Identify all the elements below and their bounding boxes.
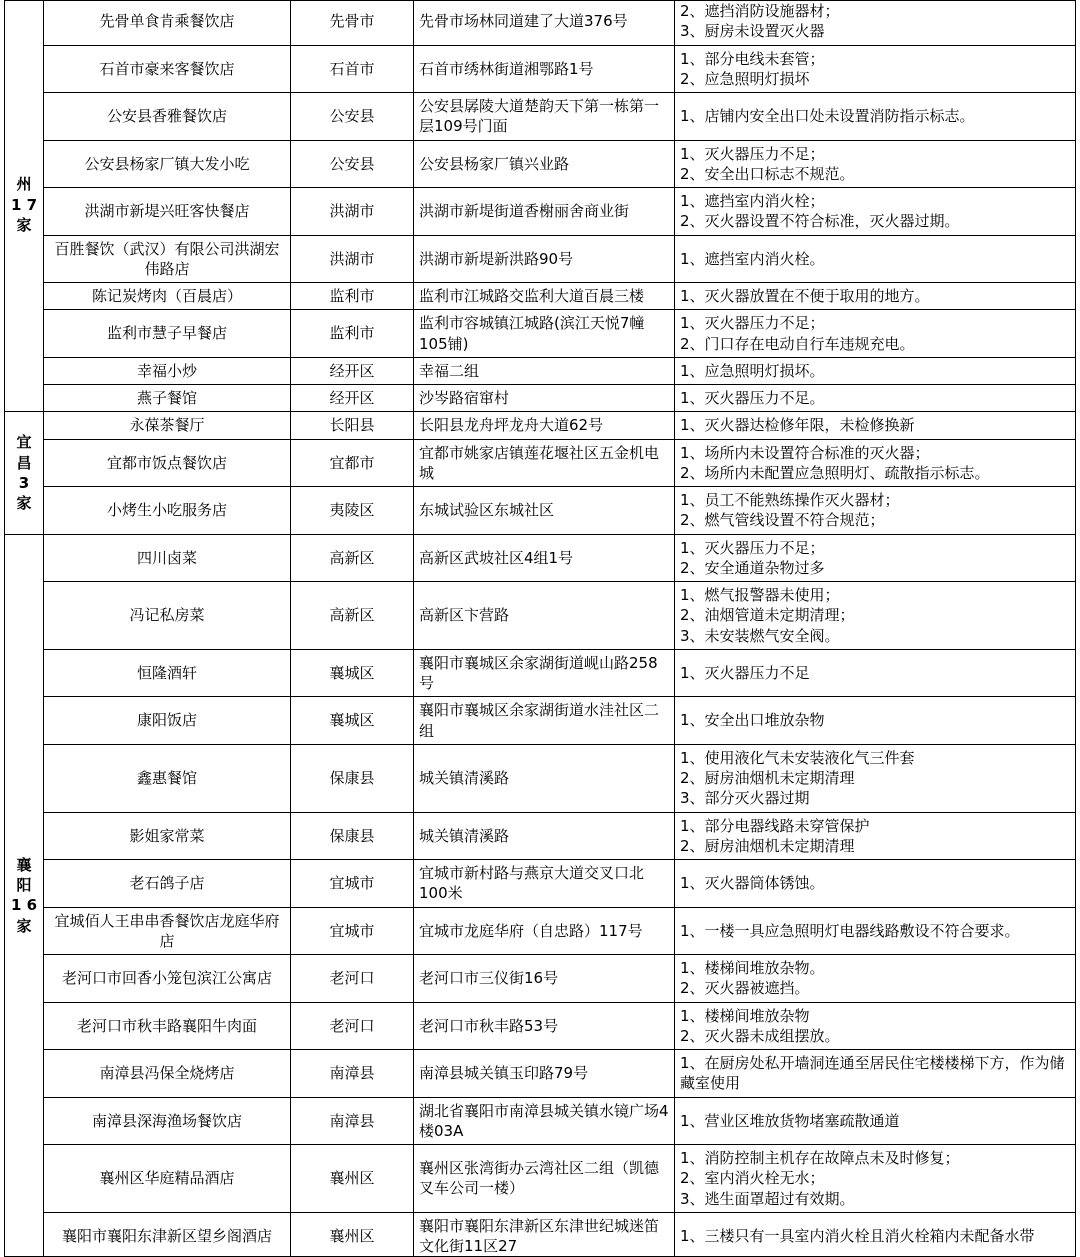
district: 襄城区: [291, 697, 414, 745]
unit-name: 洪湖市新堤兴旺客快餐店: [44, 188, 291, 236]
group-label-char: 家: [16, 215, 32, 234]
unit-name: 公安县杨家厂镇大发小吃: [44, 140, 291, 188]
issue-list: [675, 283, 1076, 310]
issue-item: 1、灭火器压力不足；: [680, 314, 825, 333]
table-row: [5, 812, 1076, 860]
issue-list: [675, 385, 1076, 412]
unit-name: 小烤生小吃服务店: [44, 487, 291, 535]
district: 襄州区: [291, 1145, 414, 1213]
issue-item: 1、安全出口堆放杂物: [680, 711, 825, 730]
issue-list: [675, 188, 1076, 236]
unit-name: 先骨单食肯乘餐饮店: [44, 1, 291, 46]
district: 老河口: [291, 1002, 414, 1050]
group-label-char: 州: [16, 175, 32, 194]
address: 洪湖市新堤街道香榭丽舍商业街: [414, 188, 675, 236]
address: 先骨市场林同道建了大道376号: [414, 1, 675, 46]
issue-item: 3、逃生面罩超过有效期。: [680, 1189, 855, 1208]
table-row: [5, 310, 1076, 358]
address: 襄阳市襄城区余家湖街道水洼社区二组: [414, 697, 675, 745]
issue-list: [675, 357, 1076, 384]
issue-list: [675, 140, 1076, 188]
issue-list: [675, 744, 1076, 812]
table-row: [5, 534, 1076, 582]
address: 高新区武坡社区4组1号: [414, 534, 675, 582]
table-row: [5, 439, 1076, 487]
district: 保康县: [291, 744, 414, 812]
issue-list: [675, 45, 1076, 93]
unit-name: 宜城佰人王串串香餐饮店龙庭华府店: [44, 907, 291, 955]
unit-name: 石首市豪来客餐饮店: [44, 45, 291, 93]
issue-item: 3、部分灭火器过期: [680, 789, 810, 808]
issue-item: 1、燃气报警器未使用；: [680, 586, 840, 604]
table-row: [5, 744, 1076, 812]
unit-name: 康阳饭店: [44, 697, 291, 745]
district: 公安县: [291, 140, 414, 188]
issue-item: 2、安全出口标志不规范。: [680, 164, 855, 183]
issue-item: 1、遮挡室内消火栓。: [680, 249, 825, 268]
unit-name: 幸福小炒: [44, 357, 291, 384]
group-label-char: 阳: [16, 876, 32, 895]
table-row: [5, 188, 1076, 236]
issue-list: [675, 649, 1076, 697]
issue-item: 2、遮挡消防设施器材；: [680, 2, 840, 20]
address: 宜都市姚家店镇莲花堰社区五金机电城: [414, 439, 675, 487]
issue-item: 1、在厨房处私开墙洞连通至居民住宅楼楼梯下方，作为储藏室使用: [680, 1054, 1065, 1093]
address: 公安县孱陵大道楚韵天下第一栋第一层109号门面: [414, 93, 675, 141]
unit-name: 襄州区华庭精品酒店: [44, 1145, 291, 1213]
group-label-char: 6: [26, 896, 38, 915]
district: 监利市: [291, 283, 414, 310]
address: 洪湖市新堤新洪路90号: [414, 235, 675, 283]
district: 高新区: [291, 534, 414, 582]
issue-item: 1、应急照明灯损坏。: [680, 361, 825, 380]
district: 宜城市: [291, 860, 414, 908]
issue-item: 2、安全通道杂物过多: [680, 558, 825, 577]
district: 襄州区: [291, 1212, 414, 1257]
table-row: [5, 1, 1076, 46]
table-row: [5, 412, 1076, 439]
issue-item: 2、灭火器未成组摆放。: [680, 1026, 840, 1045]
unit-name: 宜都市饭点餐饮店: [44, 439, 291, 487]
district: 宜都市: [291, 439, 414, 487]
issue-item: 1、灭火器压力不足: [680, 663, 810, 682]
address: 监利市江城路交监利大道百晨三楼: [414, 283, 675, 310]
issue-item: 1、部分电线未套管；: [680, 49, 825, 68]
group-label-char: 昌: [16, 453, 32, 472]
issue-list: [675, 487, 1076, 535]
issue-item: 1、楼梯间堆放杂物: [680, 1006, 810, 1025]
issue-list: [675, 1145, 1076, 1213]
group-label-char: 1: [10, 896, 22, 915]
issue-list: [675, 1002, 1076, 1050]
issue-list: [675, 812, 1076, 860]
group-label-cell: [5, 412, 44, 534]
issue-item: 2、场所内未配置应急照明灯、疏散指示标志。: [680, 463, 990, 482]
address: 宜城市龙庭华府（自忠路）117号: [414, 907, 675, 955]
issue-item: 1、灭火器压力不足；: [680, 538, 825, 557]
district: 洪湖市: [291, 188, 414, 236]
issue-item: 1、灭火器压力不足；: [680, 144, 825, 163]
issue-item: 2、应急照明灯损坏: [680, 69, 810, 88]
unit-name: 襄阳市襄阳东津新区望乡阁酒店: [44, 1212, 291, 1257]
issue-list: [675, 1050, 1076, 1098]
address: 襄州区张湾街办云湾社区二组（凯德叉车公司一楼）: [414, 1145, 675, 1213]
group-label-cell: [5, 1, 44, 412]
district: 先骨市: [291, 1, 414, 46]
issue-list: [675, 955, 1076, 1003]
issue-item: 2、厨房油烟机未定期清理: [680, 769, 855, 787]
address: 湖北省襄阳市南漳县城关镇水镜广场4楼03A: [414, 1097, 675, 1145]
issue-item: 2、室内消火栓无水；: [680, 1169, 825, 1188]
issue-item: 1、灭火器压力不足。: [680, 389, 825, 407]
issue-list: [675, 534, 1076, 582]
address: 石首市绣林街道湘鄂路1号: [414, 45, 675, 93]
group-label-char: 3: [18, 473, 30, 492]
issue-item: 1、灭火器放置在不便于取用的地方。: [680, 287, 930, 305]
district: 老河口: [291, 955, 414, 1003]
address: 城关镇清溪路: [414, 744, 675, 812]
table-row: [5, 487, 1076, 535]
table-row: [5, 1050, 1076, 1098]
unit-name: 永葆茶餐厅: [44, 412, 291, 439]
table-row: [5, 955, 1076, 1003]
unit-name: 冯记私房菜: [44, 582, 291, 650]
issue-list: [675, 1212, 1076, 1257]
district: 经开区: [291, 385, 414, 412]
unit-name: 鑫惠餐馆: [44, 744, 291, 812]
issue-item: 2、灭火器设置不符合标准，灭火器过期。: [680, 212, 960, 231]
group-label-cell: [5, 534, 44, 1257]
district: 南漳县: [291, 1097, 414, 1145]
unit-name: 百胜餐饮（武汉）有限公司洪湖宏伟路店: [44, 235, 291, 283]
issue-item: 2、厨房油烟机未定期清理: [680, 836, 855, 855]
issue-item: 1、灭火器筒体锈蚀。: [680, 874, 825, 893]
address: 宜城市新村路与燕京大道交叉口北100米: [414, 860, 675, 908]
issue-list: [675, 93, 1076, 141]
address: 高新区卞营路: [414, 582, 675, 650]
table-row: [5, 1002, 1076, 1050]
address: 监利市容城镇江城路(滨江天悦7幢105铺): [414, 310, 675, 358]
table-row: [5, 45, 1076, 93]
address: 幸福二组: [414, 357, 675, 384]
issue-list: [675, 582, 1076, 650]
table-row: [5, 385, 1076, 412]
address: 东城试验区东城社区: [414, 487, 675, 535]
table-row: [5, 1212, 1076, 1257]
issue-item: 1、三楼只有一具室内消火栓且消火栓箱内未配备水带: [680, 1226, 1035, 1245]
unit-name: 恒隆酒轩: [44, 649, 291, 697]
issue-item: 3、未安装燃气安全阀。: [680, 626, 840, 645]
table-row: [5, 697, 1076, 745]
issue-item: 1、员工不能熟练操作灭火器材；: [680, 491, 900, 509]
district: 公安县: [291, 93, 414, 141]
address: 襄阳市襄阳东津新区东津世纪城迷笛文化街11区27: [414, 1212, 675, 1257]
address: 襄阳市襄城区余家湖街道岘山路258号: [414, 649, 675, 697]
issue-item: 1、场所内未设置符合标准的灭火器；: [680, 443, 930, 462]
issue-item: 1、灭火器达检修年限，未检修换新: [680, 416, 915, 435]
district: 夷陵区: [291, 487, 414, 535]
district: 石首市: [291, 45, 414, 93]
issue-item: 1、营业区堆放货物堵塞疏散通道: [680, 1111, 900, 1130]
district: 监利市: [291, 310, 414, 358]
table-row: [5, 93, 1076, 141]
unit-name: 南漳县冯保全烧烤店: [44, 1050, 291, 1098]
table-row: [5, 357, 1076, 384]
address: 老河口市三仪街16号: [414, 955, 675, 1003]
group-label-char: 1: [10, 195, 22, 214]
unit-name: 南漳县深海渔场餐饮店: [44, 1097, 291, 1145]
address: 老河口市秋丰路53号: [414, 1002, 675, 1050]
issue-list: [675, 860, 1076, 908]
issue-item: 3、厨房未设置灭火器: [680, 22, 825, 41]
issue-item: 2、灭火器被遮挡。: [680, 979, 810, 998]
address: 城关镇清溪路: [414, 812, 675, 860]
issue-item: 2、燃气管线设置不符合规范；: [680, 511, 885, 530]
table-row: [5, 582, 1076, 650]
address: 沙岑路宿窜村: [414, 385, 675, 412]
issue-list: [675, 310, 1076, 358]
unit-name: 燕子餐馆: [44, 385, 291, 412]
unit-name: 陈记炭烤肉（百晨店）: [44, 283, 291, 310]
unit-name: 老河口市秋丰路襄阳牛肉面: [44, 1002, 291, 1050]
issue-list: [675, 697, 1076, 745]
issue-list: [675, 235, 1076, 283]
table-row: [5, 1145, 1076, 1213]
issue-item: 1、一楼一具应急照明灯电器线路敷设不符合要求。: [680, 921, 1020, 940]
issue-item: 1、遮挡室内消火栓；: [680, 192, 825, 210]
unit-name: 老石鸽子店: [44, 860, 291, 908]
issue-list: [675, 907, 1076, 955]
group-label-char: 襄: [16, 855, 32, 874]
issue-item: 1、消防控制主机存在故障点未及时修复；: [680, 1149, 960, 1167]
issue-item: 2、油烟管道未定期清理；: [680, 606, 855, 625]
district: 高新区: [291, 582, 414, 650]
address: 公安县杨家厂镇兴业路: [414, 140, 675, 188]
district: 经开区: [291, 357, 414, 384]
issue-item: 1、店铺内安全出口处未设置消防指示标志。: [680, 107, 975, 126]
issue-list: [675, 1, 1076, 46]
table-row: [5, 235, 1076, 283]
issue-item: 1、使用液化气未安装液化气三件套: [680, 748, 915, 767]
table-row: [5, 907, 1076, 955]
district: 襄城区: [291, 649, 414, 697]
issue-list: [675, 1097, 1076, 1145]
table-row: [5, 140, 1076, 188]
unit-name: 公安县香雅餐饮店: [44, 93, 291, 141]
district: 长阳县: [291, 412, 414, 439]
unit-name: 老河口市回香小笼包滨江公寓店: [44, 955, 291, 1003]
group-label-char: 7: [26, 195, 38, 214]
group-label-char: 宜: [16, 433, 32, 452]
unit-name: 影姐家常菜: [44, 812, 291, 860]
issue-item: 2、门口存在电动自行车违规充电。: [680, 334, 915, 353]
group-label-char: 家: [16, 916, 32, 935]
address: 南漳县城关镇玉印路79号: [414, 1050, 675, 1098]
unit-name: 四川卤菜: [44, 534, 291, 582]
group-label-char: 家: [16, 494, 32, 513]
table-row: [5, 1097, 1076, 1145]
district: 洪湖市: [291, 235, 414, 283]
violation-table: [4, 0, 1076, 1257]
table-body: [5, 1, 1076, 1257]
address: 长阳县龙舟坪龙舟大道62号: [414, 412, 675, 439]
issue-list: [675, 439, 1076, 487]
table-row: [5, 860, 1076, 908]
district: 宜城市: [291, 907, 414, 955]
table-row: [5, 649, 1076, 697]
district: 保康县: [291, 812, 414, 860]
unit-name: 监利市慧子早餐店: [44, 310, 291, 358]
district: 南漳县: [291, 1050, 414, 1098]
table-row: [5, 283, 1076, 310]
issue-list: [675, 412, 1076, 439]
issue-item: 1、楼梯间堆放杂物。: [680, 959, 825, 977]
issue-item: 1、部分电器线路未穿管保护: [680, 816, 870, 835]
